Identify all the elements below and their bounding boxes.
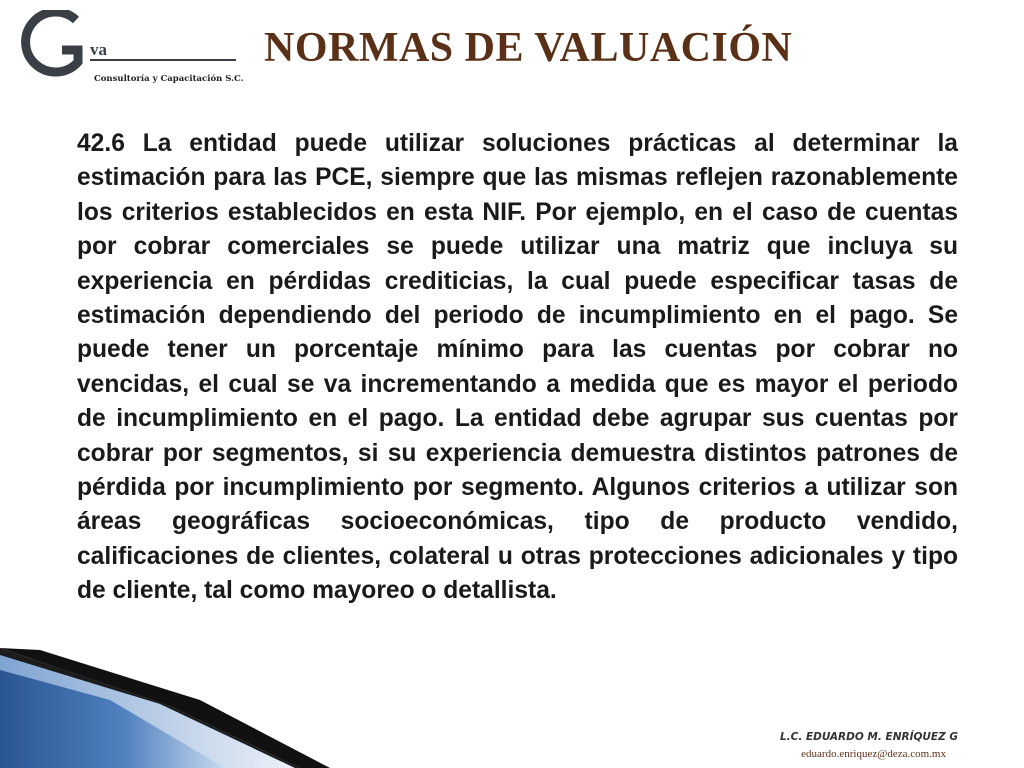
slide-title: NORMAS DE VALUACIÓN (264, 25, 793, 71)
logo-company-name: Consultoría y Capacitación S.C. (94, 74, 244, 84)
decor-light-band (0, 652, 300, 768)
body-paragraph: 42.6 La entidad puede utilizar soluciones prácticas al determinar la estimación para las PCE, siempre que las mismas reflejen razonablemente los criterios establecidos en esta NIF. Por ejemplo, en el caso de cuentas por cobrar comerciales se puede utilizar una matriz que incluya su experiencia en pérdidas crediticias, la cual puede especificar tasas de estimación dependiendo del periodo de incumplimiento en el pago. Se puede tener un porcentaje mínimo para las cuentas por cobrar no vencidas, el cual se va incrementando a medida que es mayor el periodo de incumplimiento en el pago. La entidad debe agrupar sus cuentas por cobrar por segmentos, si su experiencia demuestra distintos patrones de pérdida por incumplimiento por segmento. Algunos criterios a utilizar son áreas geográficas socioeconómicas, tipo de producto vendido, calificaciones de clientes, colateral u otras protecciones adicionales y tipo de cliente, tal como mayoreo o detallista. (77, 130, 958, 605)
footer-email: eduardo.enriquez@deza.com.mx (801, 748, 946, 760)
company-logo (18, 10, 248, 90)
footer-author-name: L.C. EDUARDO M. ENRÍQUEZ G (779, 731, 958, 743)
decor-blue-band (0, 670, 225, 768)
decor-dark-stripe (0, 648, 330, 768)
logo-letters: va (90, 40, 107, 59)
